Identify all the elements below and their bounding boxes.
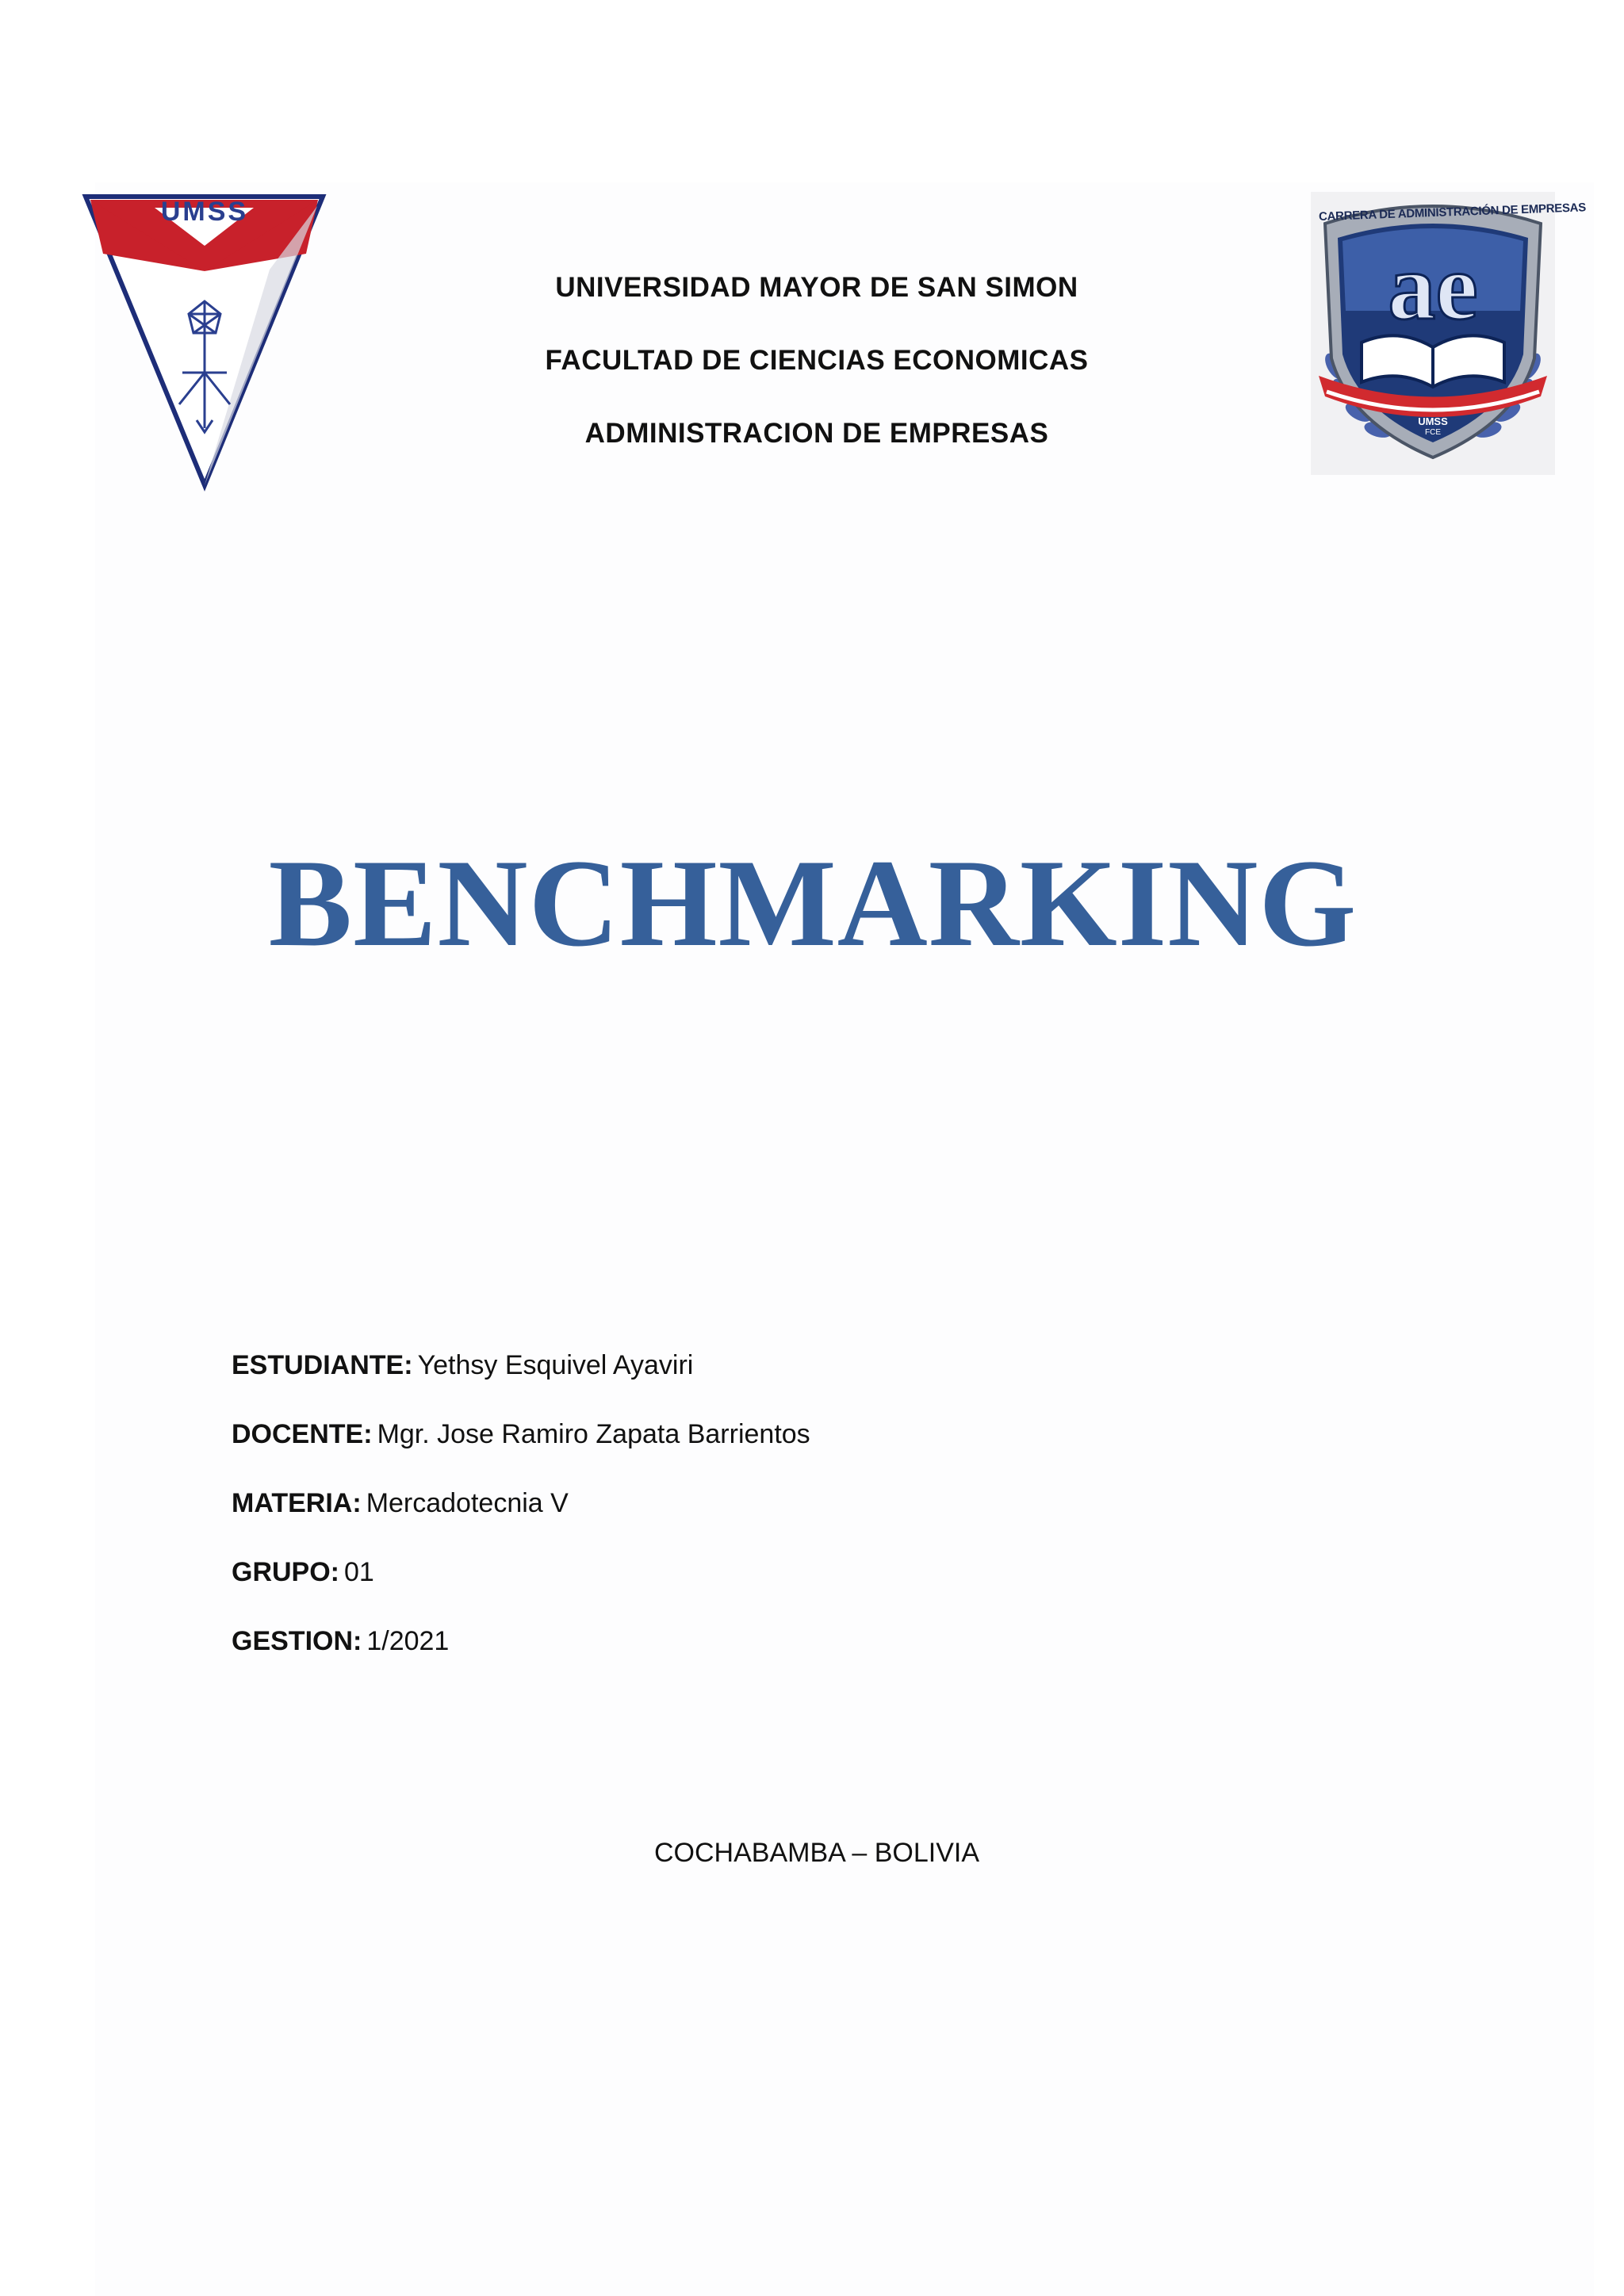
subject-label: MATERIA:: [232, 1488, 362, 1518]
crest-arc-text: CARRERA DE ADMINISTRACIÓN DE EMPRESAS: [1318, 201, 1587, 224]
term-row: [232, 1624, 1342, 1693]
student-row: [232, 1348, 1342, 1417]
group-value: 01: [344, 1557, 374, 1587]
location-footer: COCHABAMBA – BOLIVIA: [653, 1838, 980, 1868]
teacher-row: [232, 1417, 1342, 1486]
career-name: ADMINISTRACION DE EMPRESAS: [584, 418, 1049, 449]
group-label: GRUPO:: [232, 1557, 339, 1587]
subject-value: Mercadotecnia V: [366, 1488, 569, 1518]
subject-row: [232, 1486, 1342, 1555]
carrera-crest-logo: [1311, 192, 1587, 475]
umss-logo-text: UMSS: [160, 197, 249, 227]
group-row: [232, 1555, 1342, 1624]
term-value: 1/2021: [366, 1626, 450, 1656]
crest-sub-text: FCE: [1425, 428, 1441, 437]
student-label: ESTUDIANTE:: [232, 1350, 413, 1380]
page-background: [95, 182, 1594, 2296]
faculty-name: FACULTAD DE CIENCIAS ECONOMICAS: [545, 345, 1089, 376]
teacher-label: DOCENTE:: [232, 1419, 373, 1449]
term-label: GESTION:: [232, 1626, 362, 1656]
umss-logo: [79, 190, 329, 492]
crest-banner-text: UMSS: [1418, 415, 1448, 427]
cover-info: [232, 1348, 1342, 1693]
svg-text:ae: ae: [1388, 234, 1478, 339]
document-title: BENCHMARKING: [268, 834, 1358, 973]
teacher-value: Mgr. Jose Ramiro Zapata Barrientos: [377, 1419, 810, 1449]
student-value: Yethsy Esquivel Ayaviri: [417, 1350, 694, 1380]
university-name: UNIVERSIDAD MAYOR DE SAN SIMON: [555, 272, 1078, 303]
institution-header: [444, 270, 1189, 488]
